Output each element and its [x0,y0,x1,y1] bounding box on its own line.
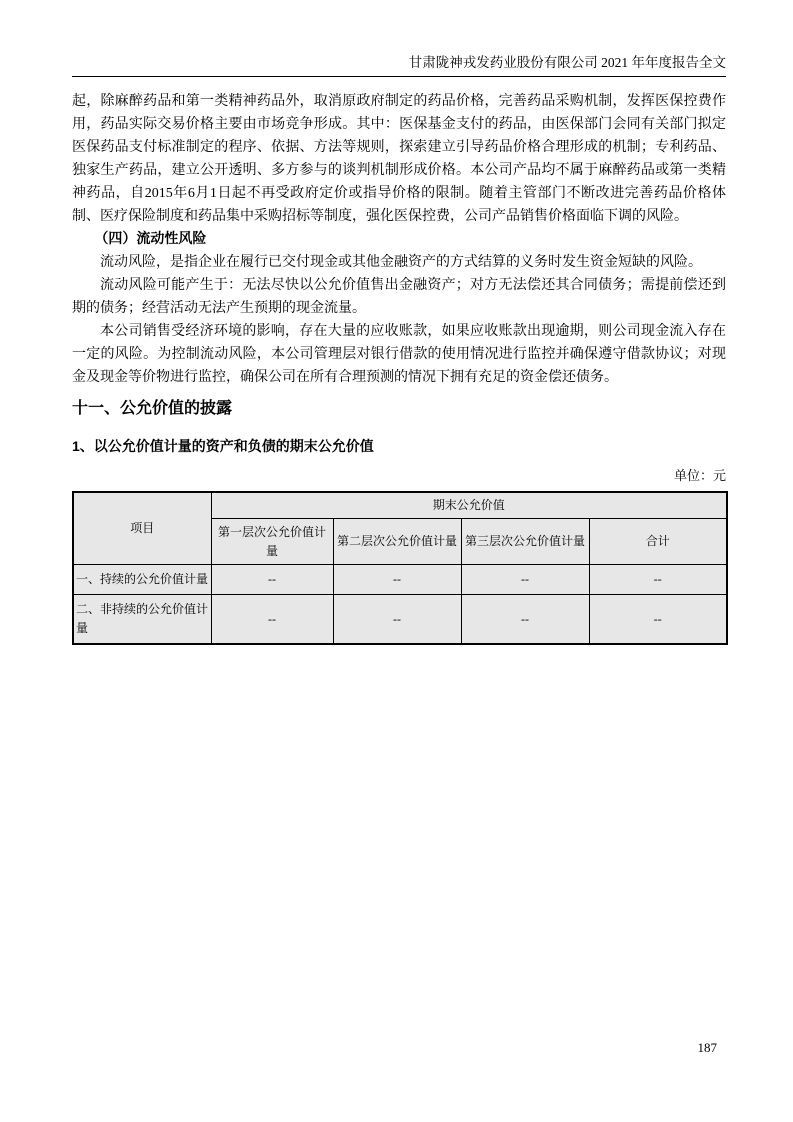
table-cell: -- [589,595,727,645]
table-header-level3: 第三层次公允价值计量 [461,519,589,565]
paragraph-drug-pricing: 起，除麻醉药品和第一类精神药品外，取消原政府制定的药品价格，完善药品采购机制，发挥医保控费作用，药品实际交易价格主要由市场竞争形成。其中：医保基金支付的药品，由医保部门会同有关部门拟定医保药品支付标准制定的程序、依据、方法等规则，探索建立引导药品价格合理形成的机制；专利药品、独家生产药品，建立公开透明、多方参与的谈判机制形成价格。本公司产品均不属于麻醉药品或第一类精神药品，自2015年6月1日起不再受政府定价或指导价格的限制。随着主管部门不断改进完善药品价格体制、医疗保险制度和药品集中采购招标等制度，强化医保控费，公司产品销售价格面临下调的风险。 [72,94,726,224]
table-header-total: 合计 [589,519,727,565]
table-row-non-continuous [73,595,727,645]
table-cell: -- [333,565,461,595]
table-header-period-end-fair-value: 期末公允价值 [211,492,727,519]
table-cell: -- [211,565,333,595]
paragraph-liquidity-sources: 流动风险可能产生于：无法尽快以公允价值售出金融资产；对方无法偿还其合同债务；需提前偿还到期的债务；经营活动无法产生预期的现金流量。 [72,278,726,316]
table-cell: -- [589,565,727,595]
table-header-item: 项目 [73,492,211,565]
table-cell: -- [461,565,589,595]
table-row-label: 二、非持续的公允价值计量 [73,595,211,645]
section-heading-fair-value-disclosure: 十一、公允价值的披露 [72,400,233,417]
table-cell: -- [211,595,333,645]
table-header-level1: 第一层次公允价值计量 [211,519,333,565]
page-number: 187 [697,1040,717,1055]
table-row-label: 一、持续的公允价值计量 [73,565,211,595]
unit-label: 单位：元 [673,468,726,483]
heading-liquidity-risk: （四）流动性风险 [94,232,207,247]
table-cell: -- [333,595,461,645]
paragraph-liquidity-definition: 流动风险，是指企业在履行已交付现金或其他金融资产的方式结算的义务时发生资金短缺的风险。 [100,255,702,270]
fair-value-table [72,491,728,645]
table-row-continuous [73,565,727,595]
page-content [72,90,726,645]
table-header-level2: 第二层次公允价值计量 [333,519,461,565]
subsection-heading-fair-value-assets: 1、以公允价值计量的资产和负债的期末公允价值 [72,438,374,454]
table-header-row-group [73,492,727,519]
page-header [72,0,726,77]
paragraph-liquidity-control: 本公司销售受经济环境的影响，存在大量的应收账款，如果应收账款出现逾期，则公司现金流入存在一定的风险。为控制流动风险，本公司管理层对银行借款的使用情况进行监控并确保遵守借款协议；对现金及现金等价物进行监控，确保公司在所有合理预测的情况下拥有充足的资金偿还债务。 [72,324,726,385]
report-header-title: 甘肃陇神戎发药业股份有限公司 2021 年年度报告全文 [408,55,726,70]
table-cell: -- [461,595,589,645]
